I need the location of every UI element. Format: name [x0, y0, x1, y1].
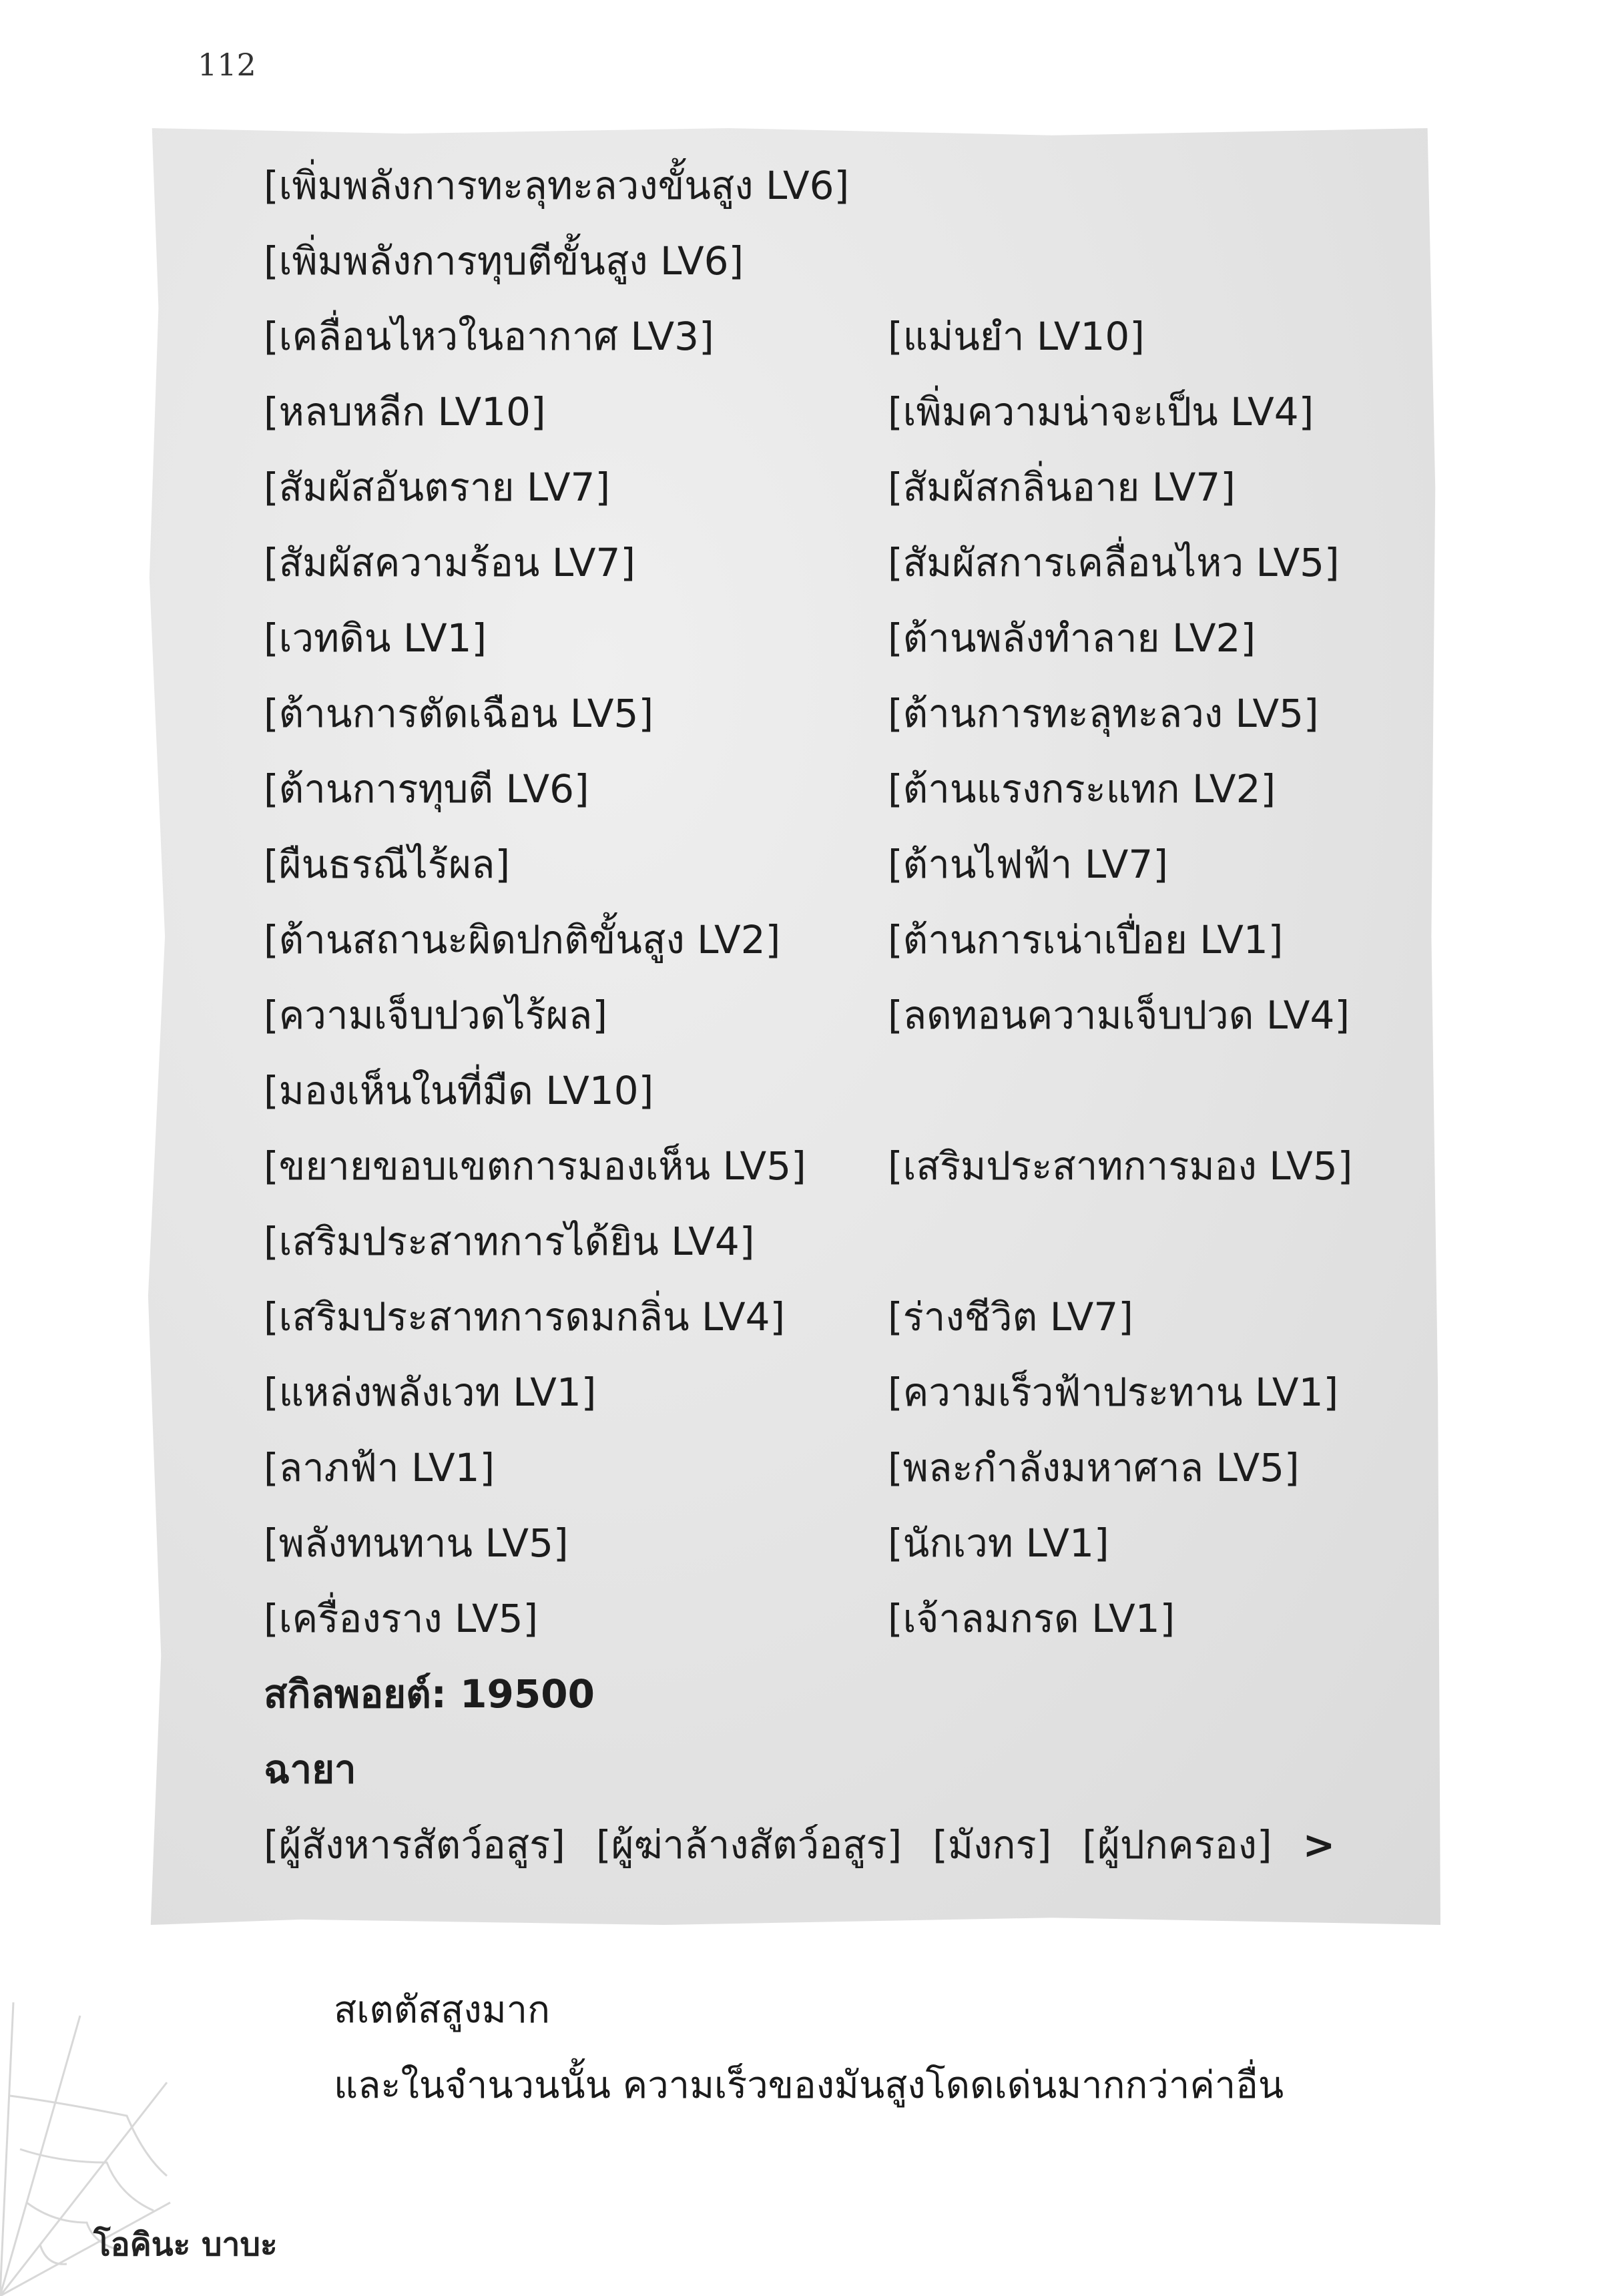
skill-row — [264, 1053, 1438, 1129]
skill-entry-left: [เคลื่อนไหวในอากาศ LV3] — [264, 314, 714, 359]
skill-row — [264, 902, 1438, 978]
page-number: 112 — [198, 47, 256, 83]
skill-entry-left: [สัมผัสความร้อน LV7] — [264, 540, 636, 585]
skill-row — [264, 1279, 1438, 1355]
skill-entry-left: [เวทดิน LV1] — [264, 615, 487, 661]
narration-line: สเตตัสสูงมาก — [334, 1988, 551, 2032]
skill-entry-right: [สัมผัสการเคลื่อนไหว LV5] — [888, 540, 1340, 585]
skill-row — [264, 1430, 1438, 1506]
skill-entry-left: [มองเห็นในที่มืด LV10] — [264, 1068, 654, 1113]
skill-row — [264, 827, 1438, 902]
skill-entry-left: [เสริมประสาทการได้ยิน LV4] — [264, 1219, 755, 1264]
skill-entry-left: [ลาภฟ้า LV1] — [264, 1445, 495, 1490]
skill-row — [264, 374, 1438, 450]
skill-row — [264, 601, 1438, 676]
title-entry: [ผู้สังหารสัตว์อสูร] — [264, 1822, 565, 1868]
skill-entry-left: [ความเจ็บปวดไร้ผล] — [264, 992, 607, 1038]
skill-entry-left: [หลบหลีก LV10] — [264, 389, 546, 435]
skill-entry-left: [สัมผัสอันตราย LV7] — [264, 465, 611, 510]
skill-row — [264, 676, 1438, 752]
title-entry: [ผู้ฆ่าล้างสัตว์อสูร] — [595, 1822, 902, 1868]
skill-row — [264, 1204, 1438, 1279]
skill-row — [264, 752, 1438, 827]
titles-heading: ฉายา — [264, 1747, 356, 1792]
skill-points: สกิลพอยต์: 19500 — [264, 1671, 595, 1717]
skill-entry-left: [ต้านการทุบตี LV6] — [264, 766, 589, 812]
skill-entry-left: [เสริมประสาทการดมกลิ่น LV4] — [264, 1294, 786, 1340]
skill-entry-right: [ต้านไฟฟ้า LV7] — [888, 842, 1168, 887]
skill-entry: [เพิ่มพลังการทุบตีขั้นสูง LV6] — [264, 238, 744, 284]
skill-entry-right: [ร่างชีวิต LV7] — [888, 1294, 1133, 1340]
skill-entry-right: [สัมผัสกลิ่นอาย LV7] — [888, 465, 1236, 510]
skill-entry-right: [แม่นยำ LV10] — [888, 314, 1145, 359]
skill-entry-right: [ความเร็วฟ้าประทาน LV1] — [888, 1370, 1339, 1415]
skill-entry-left: [เครื่องราง LV5] — [264, 1596, 539, 1641]
skill-entry-left: [ต้านสถานะผิดปกติขั้นสูง LV2] — [264, 917, 781, 962]
skill-row — [264, 525, 1438, 601]
skill-entry-right: [ต้านการทะลุทะลวง LV5] — [888, 691, 1319, 736]
skill-entry-left: [ขยายขอบเขตการมองเห็น LV5] — [264, 1143, 806, 1189]
skill-entry-left: [ต้านการตัดเฉือน LV5] — [264, 691, 654, 736]
skill-row — [264, 1129, 1438, 1204]
narration-line: และในจำนวนนั้น ความเร็วของมันสูงโดดเด่นมากกว่าค่าอื่น — [334, 2064, 1284, 2107]
skill-row — [264, 450, 1438, 525]
skill-entry-right: [นักเวท LV1] — [888, 1520, 1109, 1566]
skill-row — [264, 1581, 1438, 1657]
skill-entry-right: [ต้านพลังทำลาย LV2] — [888, 615, 1256, 661]
skill-row — [264, 1506, 1438, 1581]
more-arrow-icon: > — [1302, 1822, 1336, 1868]
skill-entry-left: [พลังทนทาน LV5] — [264, 1520, 569, 1566]
skill-entry: [เพิ่มพลังการทะลุทะลวงขั้นสูง LV6] — [264, 163, 850, 208]
skill-entry-right: [เพิ่มความน่าจะเป็น LV4] — [888, 389, 1314, 435]
skill-entry-right: [เจ้าลมกรด LV1] — [888, 1596, 1175, 1641]
author-name: โอคินะ บาบะ — [93, 2226, 278, 2263]
skill-entry-right: [ลดทอนความเจ็บปวด LV4] — [888, 992, 1350, 1038]
skill-entry-right: [เสริมประสาทการมอง LV5] — [888, 1143, 1353, 1189]
title-entry: [ผู้ปกครอง] — [1082, 1822, 1272, 1868]
title-entry: [มังกร] — [932, 1822, 1052, 1868]
skill-row — [264, 299, 1438, 374]
narration-text — [334, 1972, 1284, 2123]
skill-entry-right: [ต้านแรงกระแทก LV2] — [888, 766, 1276, 812]
skill-entry-left: [ผืนธรณีไร้ผล] — [264, 842, 511, 887]
skill-row — [264, 1355, 1438, 1430]
skill-row — [264, 978, 1438, 1053]
skill-entry-right: [ต้านการเน่าเปื่อย LV1] — [888, 917, 1284, 962]
skill-entry-left: [แหล่งพลังเวท LV1] — [264, 1370, 597, 1415]
skill-entry-right: [พละกำลังมหาศาล LV5] — [888, 1445, 1300, 1490]
status-panel — [264, 148, 1438, 1883]
titles-row — [264, 1807, 1438, 1883]
